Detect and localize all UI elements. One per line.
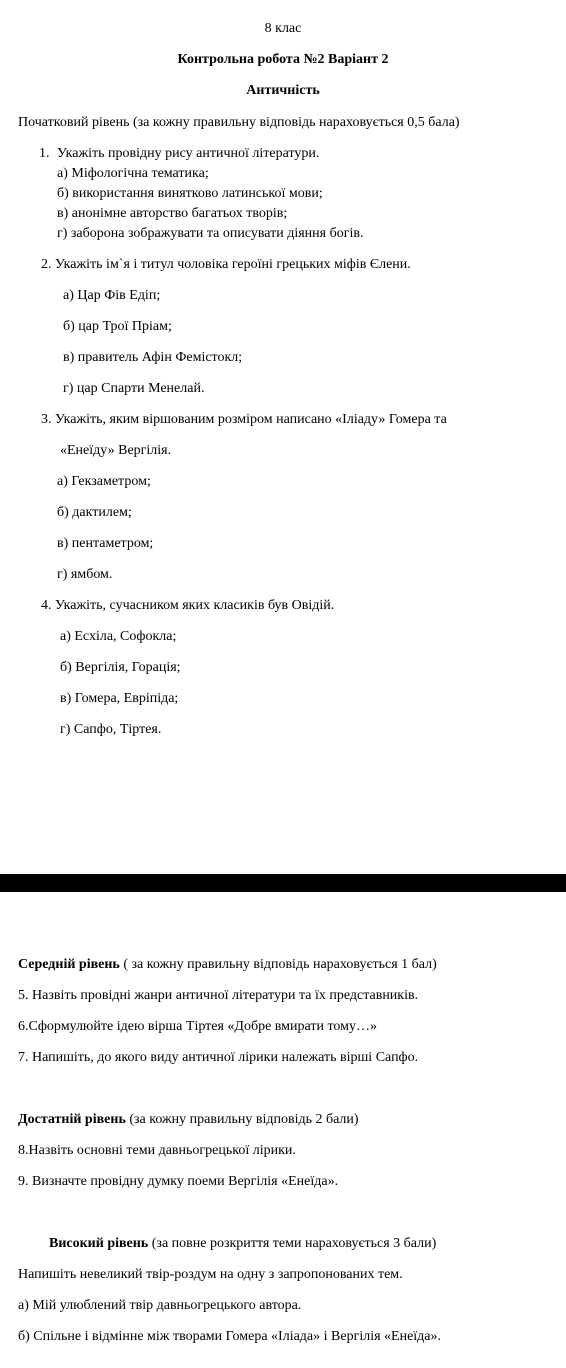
- question-5-text: 5. Назвіть провідні жанри античної літератури та їх представників.: [18, 988, 419, 1003]
- level4-heading-note: (за повне розкриття теми нараховується 3 бали): [148, 1236, 437, 1251]
- question-6-text: 6.Сформулюйте ідею вірша Тіртея «Добре вмирати тому…»: [18, 1019, 378, 1034]
- question-3-option-d: г) ямбом.: [57, 567, 113, 582]
- question-4-option-a: а) Есхіла, Софокла;: [60, 629, 177, 644]
- question-2-option-a: а) Цар Фів Едіп;: [63, 288, 161, 303]
- question-1-option-a: а) Міфологічна тематика;: [57, 166, 209, 181]
- level3-heading-note: (за кожну правильну відповідь 2 бали): [125, 1112, 359, 1127]
- question-2-option-c: в) правитель Афін Фемістокл;: [63, 350, 243, 365]
- question-1-option-d: г) заборона зображувати та описувати діяння богів.: [57, 226, 364, 241]
- document-title: Контрольна робота №2 Варіант 2: [177, 52, 389, 67]
- question-2-text: 2. Укажіть ім`я і титул чоловіка героїні грецьких міфів Єлени.: [41, 257, 411, 272]
- question-3-option-c: в) пентаметром;: [57, 536, 154, 551]
- level4-heading-title: Високий рівень: [49, 1236, 149, 1251]
- question-3-text-line1: 3. Укажіть, яким віршованим розміром написано «Іліаду» Гомера та: [41, 412, 447, 427]
- question-2-option-d: г) цар Спарти Менелай.: [63, 381, 205, 396]
- question-4-option-b: б) Вергілія, Горація;: [60, 660, 181, 675]
- question-3-option-a: а) Гекзаметром;: [57, 474, 151, 489]
- level4-heading: [49, 1236, 436, 1252]
- grade-label: 8 клас: [264, 21, 302, 36]
- question-3-text-line2: «Енеїду» Вергілія.: [60, 443, 172, 458]
- level2-heading-title: Середній рівень: [18, 957, 120, 972]
- document-topic: Античність: [246, 83, 320, 98]
- page-separator: [0, 874, 566, 892]
- question-4-option-c: в) Гомера, Евріпіда;: [60, 691, 179, 706]
- level3-heading: [18, 1112, 359, 1128]
- question-8-text: 8.Назвіть основні теми давньогрецької лірики.: [18, 1143, 296, 1158]
- question-1-option-c: в) анонімне авторство багатьох творів;: [57, 206, 288, 221]
- question-9-text: 9. Визначте провідну думку поеми Вергілія «Енеїда».: [18, 1174, 339, 1189]
- question-1-option-b: б) використання винятково латинської мови;: [57, 186, 323, 201]
- level3-heading-title: Достатній рівень: [18, 1112, 126, 1127]
- level2-heading: [18, 957, 437, 973]
- question-3-option-b: б) дактилем;: [57, 505, 132, 520]
- level1-heading: Початковий рівень (за кожну правильну відповідь нараховується 0,5 бала): [18, 115, 460, 130]
- question-2-option-b: б) цар Трої Пріам;: [63, 319, 172, 334]
- question-1-text: Укажіть провідну рису античної літератури.: [57, 146, 320, 161]
- essay-topic-a: а) Мій улюблений твір давньогрецького автора.: [18, 1298, 302, 1313]
- level2-heading-note: ( за кожну правильну відповідь нараховується 1 бал): [119, 957, 437, 972]
- question-7-text: 7. Напишіть, до якого виду античної лірики належать вірші Сапфо.: [18, 1050, 419, 1065]
- question-4-option-d: г) Сапфо, Тіртея.: [60, 722, 162, 737]
- essay-intro: Напишіть невеликий твір-роздум на одну з запропонованих тем.: [18, 1267, 403, 1282]
- essay-topic-b: б) Спільне і відмінне між творами Гомера «Іліада» і Вергілія «Енеїда».: [18, 1329, 442, 1344]
- question-4-text: 4. Укажіть, сучасником яких класиків був Овідій.: [41, 598, 335, 613]
- question-1-number: 1.: [39, 146, 50, 161]
